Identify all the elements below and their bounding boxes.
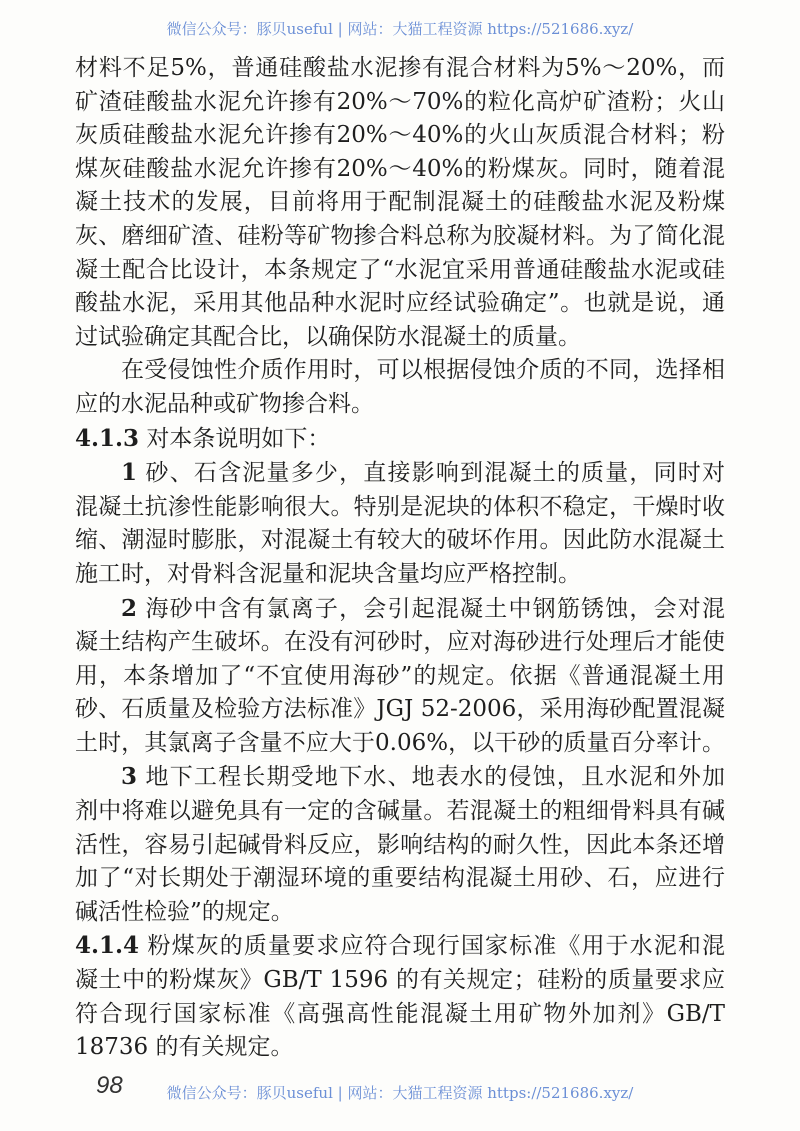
text-line — [75, 186, 725, 220]
text-line — [75, 86, 725, 120]
line-text: 用，本条增加了“不宜使用海砂”的规定。依据《普通混凝土用 — [75, 662, 725, 689]
line-text: 应的水泥品种或矿物掺合料。 — [75, 390, 374, 417]
line-text: 混凝土抗渗性能影响很大。特别是泥块的体积不稳定，干燥时收 — [75, 493, 725, 520]
watermark-top: 微信公众号：豚贝useful | 网站：大猫工程资源 https://521686.xyz/ — [166, 20, 634, 38]
line-text: 材料不足5%，普通硅酸盐水泥掺有混合材料为5%～20%，而 — [75, 55, 725, 81]
text-line — [75, 929, 725, 964]
text-line — [75, 287, 725, 321]
line-text: 砂、石含泥量多少，直接影响到混凝土的质量，同时对 — [137, 460, 725, 487]
text-line — [75, 153, 725, 187]
clause-number: 3 — [121, 763, 138, 791]
line-text: 凝土结构产生破坏。在没有河砂时，应对海砂进行处理后才能使 — [75, 629, 725, 656]
text-line — [75, 456, 725, 491]
clause-number: 1 — [121, 459, 138, 487]
line-text: 剂中将难以避免具有一定的含碱量。若混凝土的粗细骨料具有碱 — [75, 798, 725, 825]
line-text: 活性，容易引起碱骨料反应，影响结构的耐久性，因此本条还增 — [75, 831, 725, 858]
line-text: 在受侵蚀性介质作用时，可以根据侵蚀介质的不同，选择相 — [121, 357, 725, 384]
line-text: 煤灰硅酸盐水泥允许掺有20%～40%的粉煤灰。同时，随着混 — [75, 155, 725, 182]
line-text: 酸盐水泥，采用其他品种水泥时应经试验确定”。也就是说，通 — [75, 290, 725, 317]
text-line — [75, 558, 725, 592]
document-body — [75, 52, 725, 1065]
line-text: 18736 的有关规定。 — [75, 1034, 294, 1061]
clause-number: 4.1.3 — [75, 424, 140, 452]
line-text: 灰质硅酸盐水泥允许掺有20%～40%的火山灰质混合材料；粉 — [75, 122, 725, 149]
line-text: 砂、石质量及检验方法标准》JGJ 52-2006，采用海砂配置混凝 — [75, 696, 725, 723]
text-line — [75, 964, 725, 998]
line-text: 过试验确定其配合比，以确保防水混凝土的质量。 — [75, 323, 581, 350]
text-line — [75, 998, 725, 1032]
page-number: 98 — [96, 1072, 123, 1099]
text-line — [75, 592, 725, 627]
text-line — [75, 727, 725, 761]
text-line — [75, 660, 725, 694]
text-line — [75, 321, 725, 355]
line-text: 对本条说明如下： — [139, 425, 331, 452]
text-line — [75, 626, 725, 660]
text-line — [75, 524, 725, 558]
text-line — [75, 862, 725, 896]
text-line — [75, 52, 725, 86]
text-line — [75, 1031, 725, 1065]
text-line — [75, 354, 725, 388]
line-text: 施工时，对骨料含泥量和泥块含量均应严格控制。 — [75, 560, 581, 587]
text-line — [75, 220, 725, 254]
line-text: 凝土中的粉煤灰》GB/T 1596 的有关规定；硅粉的质量要求应 — [75, 967, 725, 994]
text-line — [75, 693, 725, 727]
text-line — [75, 795, 725, 829]
line-text: 粉煤灰的质量要求应符合现行国家标准《用于水泥和混 — [139, 933, 725, 960]
text-line — [75, 388, 725, 422]
line-text: 矿渣硅酸盐水泥允许掺有20%～70%的粒化高炉矿渣粉；火山 — [75, 88, 725, 115]
text-line — [75, 254, 725, 288]
line-text: 海砂中含有氯离子，会引起混凝土中钢筋锈蚀，会对混 — [137, 595, 725, 622]
line-text: 凝土配合比设计，本条规定了“水泥宜采用普通硅酸盐水泥或硅 — [75, 256, 725, 283]
clause-number: 4.1.4 — [75, 932, 140, 960]
clause-number: 2 — [121, 594, 138, 622]
watermark-bottom: 微信公众号：豚贝useful | 网站：大猫工程资源 https://521686.xyz/ — [166, 1084, 634, 1102]
text-line — [75, 760, 725, 795]
line-text: 凝土技术的发展，目前将用于配制混凝土的硅酸盐水泥及粉煤 — [75, 189, 725, 216]
line-text: 碱活性检验”的规定。 — [75, 898, 294, 925]
text-line — [75, 491, 725, 525]
line-text: 土时，其氯离子含量不应大于0.06%，以干砂的质量百分率计。 — [75, 729, 725, 756]
text-line — [75, 829, 725, 863]
text-line — [75, 896, 725, 930]
line-text: 加了“对长期处于潮湿环境的重要结构混凝土用砂、石，应进行 — [75, 865, 725, 892]
line-text: 地下工程长期受地下水、地表水的侵蚀，且水泥和外加 — [137, 764, 725, 791]
line-text: 符合现行国家标准《高强高性能混凝土用矿物外加剂》GB/T — [75, 1000, 725, 1027]
line-text: 缩、潮湿时膨胀，对混凝土有较大的破坏作用。因此防水混凝土 — [75, 527, 725, 554]
text-line — [75, 119, 725, 153]
text-line — [75, 422, 725, 457]
line-text: 灰、磨细矿渣、硅粉等矿物掺合料总称为胶凝材料。为了简化混 — [75, 222, 725, 249]
